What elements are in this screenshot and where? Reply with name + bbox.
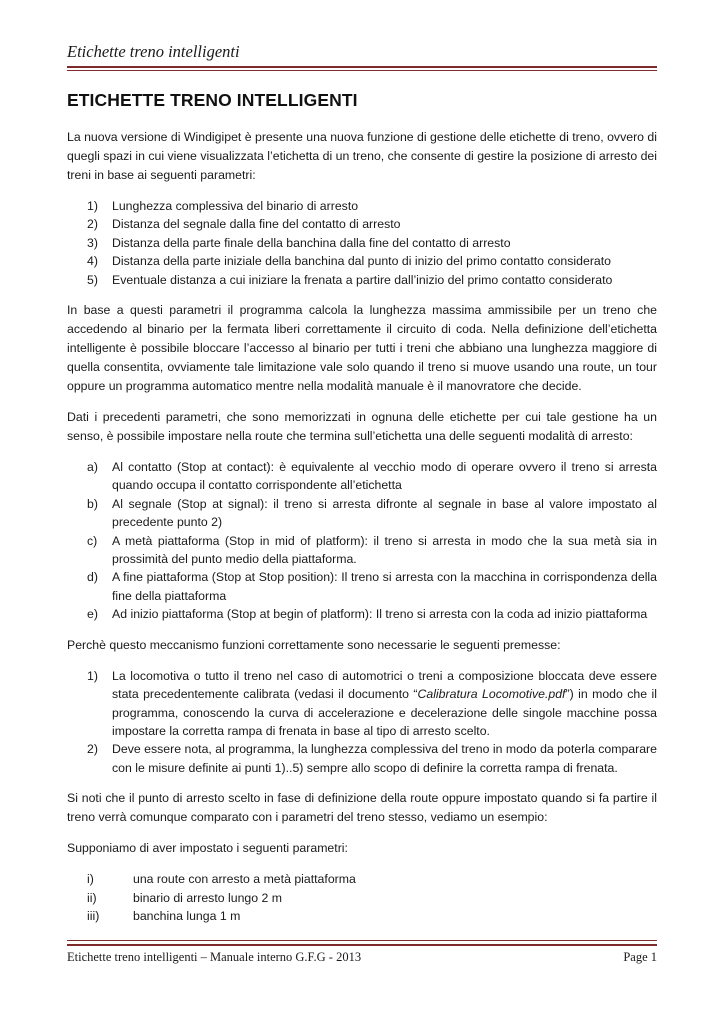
list-item: 2) Distanza del segnale dalla fine del contatto di arresto (87, 217, 401, 232)
list-item: 4) Distanza della parte iniziale della banchina dal punto di inizio del primo contatto considerato (87, 254, 612, 269)
page-number: Page 1 (623, 950, 657, 964)
list-item: e) Ad inizio piattaforma (Stop at begin of platform): Il treno si arresta con la coda ad inizio piattaforma (87, 607, 648, 622)
list-item: c) A metà piattaforma (Stop in mid of platform): il treno si arresta in modo che la sua metà sia in prossimità del punto medio della piattaforma. (87, 533, 657, 567)
list-item: a) Al contatto (Stop at contact): è equivalente al vecchio modo di operare ovvero il treno si arresta quando occupa il contatto corrispondente all’etichetta (87, 460, 657, 493)
example-list (67, 870, 657, 925)
header-rule-thin (67, 70, 657, 71)
document-reference: Calibratura Locomotive.pdf (417, 687, 566, 702)
list-item: 1) La locomotiva o tutto il treno nel caso di automotrici o treni a composizione bloccata deve essere stata precedentemente calibrata (vedasi il documento “Calibratura Locomotive.pdf”) in modo che il programma, conoscendo la curva di accelerazione e decelerazione delle singole macchine possa impostare la corretta rampa di frenata in base al tipo di arresto scelto. (87, 668, 658, 738)
list-item: iii) banchina lunga 1 m (87, 908, 241, 923)
footer-rule-thin (67, 940, 657, 941)
parameters-list (67, 197, 657, 289)
running-header: Etichette treno intelligenti (67, 42, 240, 61)
header-rule-thick (67, 66, 657, 68)
stop-modes-list (67, 458, 657, 624)
list-item: 2) Deve essere nota, al programma, la lunghezza complessiva del treno in modo da poterla comparare con le misure definite ai punti 1)..5) sempre allo scopo di definire la corretta rampa di frenata. (87, 742, 657, 775)
list-item: 5) Eventuale distanza a cui iniziare la frenata a partire dall’inizio del primo contatto considerato (87, 272, 613, 287)
list-item: 3) Distanza della parte finale della banchina dalla fine del contatto di arresto (87, 235, 511, 250)
note-paragraph: Si noti che il punto di arresto scelto in fase di definizione della route oppure impostato quando si fa partire il treno verrà comunque comparato con i parametri del treno stesso, vediamo un esempio: (67, 791, 657, 825)
list-item: d) A fine piattaforma (Stop at Stop position): Il treno si arresta con la macchina in corrispondenza della fine della piattaforma (87, 570, 657, 603)
list-item: ii) binario di arresto lungo 2 m (87, 890, 283, 905)
premises-list (67, 667, 657, 777)
list-item: b) Al segnale (Stop at signal): il treno si arresta difronte al segnale in base al valore impostato al precedente punto 2) (87, 496, 657, 530)
calculation-paragraph: In base a questi parametri il programma calcola la lunghezza massima ammissibile per un treno che accedendo al binario per la fermata liberi correttamente il circuito di coda. Nella definizione dell’etichetta intelligente è possibile bloccare l’accesso al binario per tutti i treni che abbiano una lunghezza maggiore di quella consentita, ovviamente tale limitazione vale solo quando il treno si muove usando una route, un tour oppure un programma automatico mentre nella modalità manuale è il manovratore che decide. (67, 303, 657, 394)
document-title: ETICHETTE TRENO INTELLIGENTI (67, 90, 358, 110)
intro-paragraph: La nuova versione di Windigipet è presente una nuova funzione di gestione delle etichette di treno, ovvero di quegli spazi in cui viene visualizzata l’etichetta di un treno, che consente di gestire la posizione di arresto dei treni in base ai seguenti parametri: (67, 130, 657, 182)
modes-paragraph: Dati i precedenti parametri, che sono memorizzati in ognuna delle etichette per cui tale gestione ha un senso, è possibile impostare nella route che termina sull’etichetta una delle seguenti modalità di arresto: (67, 410, 657, 444)
list-item: 1) Lunghezza complessiva del binario di arresto (87, 199, 359, 213)
footer-rule-thick (67, 944, 657, 946)
premises-paragraph: Perchè questo meccanismo funzioni correttamente sono necessarie le seguenti premesse: (67, 637, 561, 652)
document-body (67, 90, 657, 937)
footer-text: Etichette treno intelligenti – Manuale interno G.F.G - 2013 (67, 950, 362, 964)
suppose-paragraph: Supponiamo di aver impostato i seguenti parametri: (67, 841, 348, 856)
list-item: i) una route con arresto a metà piattaforma (87, 872, 356, 887)
